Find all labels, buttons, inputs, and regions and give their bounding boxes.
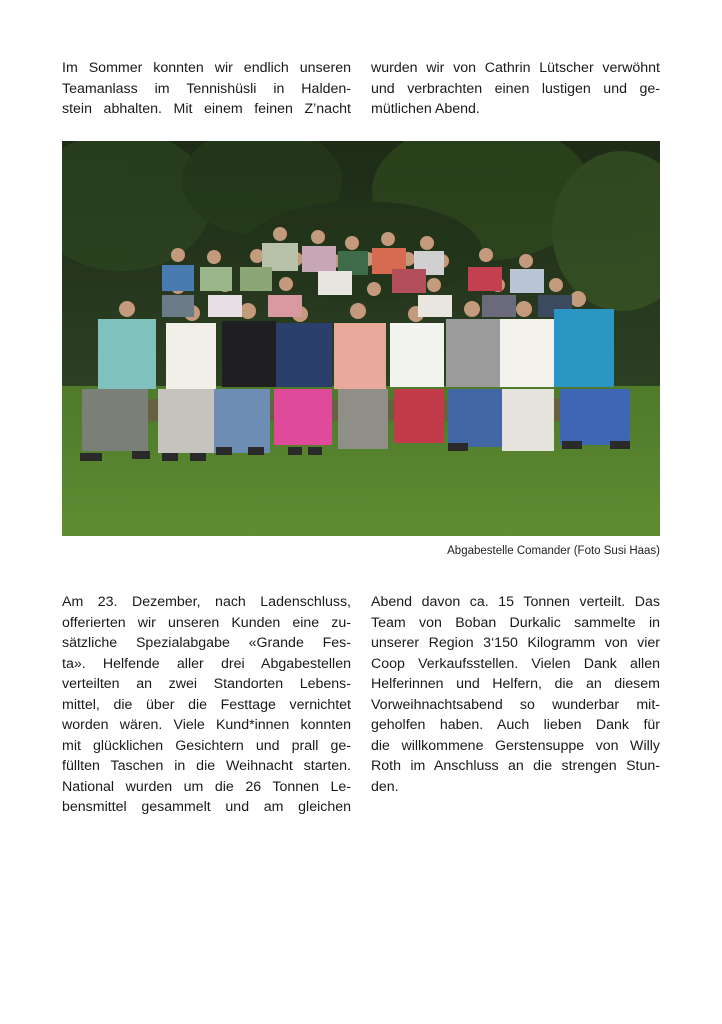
text-line: mit glücklichen Gesichtern und prall ge-: [62, 737, 351, 754]
text-line: den.: [371, 778, 399, 795]
text-line: Im Sommer konnten wir endlich unseren: [62, 60, 351, 76]
text-line: die willkommene Gerstensuppe von Willy: [371, 737, 660, 754]
text-line: mittel, die über die Festtage vernichtet: [62, 696, 351, 713]
text-line: Teamanlass im Tennishüsli in Halden-: [62, 80, 351, 97]
text-line: Abend davon ca. 15 Tonnen verteilt. Das: [371, 594, 660, 610]
text-line: geholfen haben. Auch lieben Dank für: [371, 717, 660, 733]
text-line: Vorweihnachtsabend so wunderbar mit-: [371, 696, 660, 713]
text-line: ta». Helfende aller drei Abgabestellen: [62, 655, 351, 672]
text-line: bensmittel gesammelt und am gleichen: [62, 799, 351, 815]
intro-column-left: [62, 58, 351, 120]
text-line: Helferinnen und Helfern, die an diesem: [371, 676, 660, 692]
text-line: National wurden um die 26 Tonnen Le-: [62, 778, 351, 795]
text-line: verteilten an zwei Standorten Lebens-: [62, 676, 351, 692]
body-column-left: [62, 592, 351, 818]
text-line: offerierten wir unseren Kunden eine zu-: [62, 614, 351, 631]
text-line: Coop Verkaufsstellen. Vielen Dank allen: [371, 655, 660, 672]
team-group-photo: [62, 141, 660, 536]
intro-column-right: [371, 58, 660, 120]
text-line: unserer Region 3‘150 Kilogramm von vier: [371, 635, 660, 651]
text-line: Team von Boban Durkalic sammelte in: [371, 614, 660, 631]
body-column-right: [371, 592, 660, 797]
photo-caption: Abgabestelle Comander (Foto Susi Haas): [447, 545, 660, 557]
text-line: mütlichen Abend.: [371, 101, 480, 117]
text-line: worden wären. Viele Kund*innen konnten: [62, 717, 351, 733]
text-line: Am 23. Dezember, nach Ladenschluss,: [62, 594, 351, 610]
text-line: sätzliche Spezialabgabe «Grande Fes-: [62, 635, 351, 651]
text-line: und verbrachten einen lustigen und ge-: [371, 80, 660, 97]
text-line: Roth im Anschluss an die strengen Stun-: [371, 758, 660, 774]
text-line: stein abhalten. Mit einem feinen Z’nacht: [62, 101, 351, 117]
text-line: füllten Taschen in die Weihnacht starten.: [62, 758, 351, 774]
text-line: wurden wir von Cathrin Lütscher verwöhnt: [371, 60, 660, 76]
